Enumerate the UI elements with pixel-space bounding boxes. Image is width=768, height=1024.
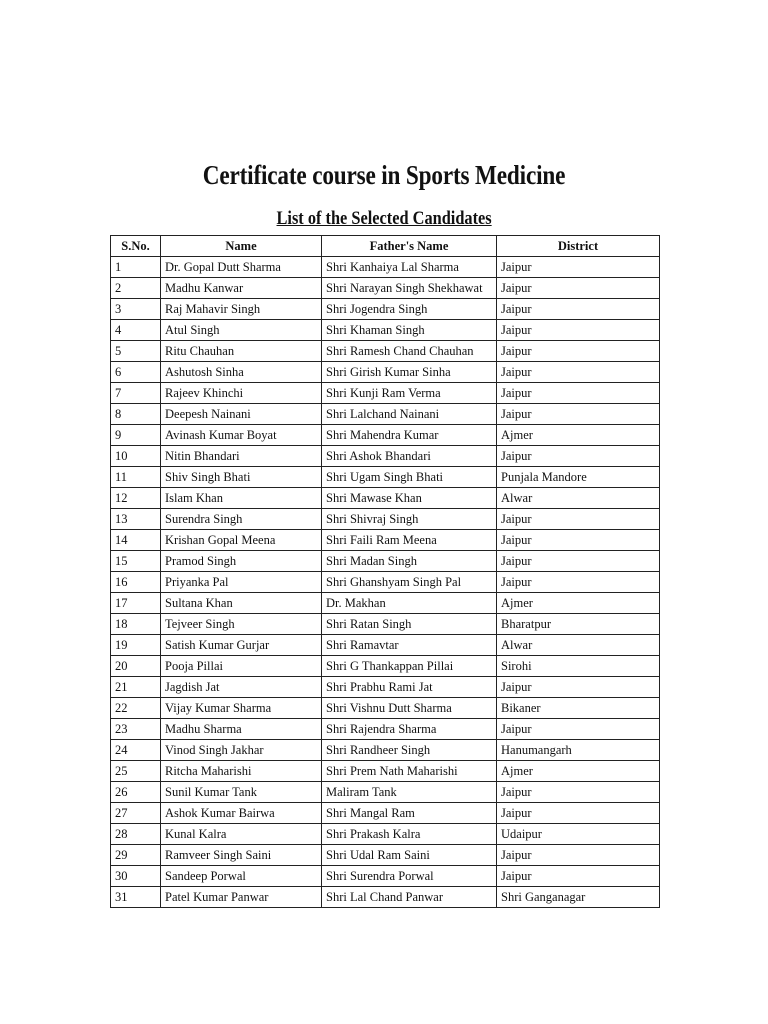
cell-name: Vijay Kumar Sharma <box>161 698 322 719</box>
table-row <box>111 824 660 845</box>
cell-fathers-name: Shri Udal Ram Saini <box>322 845 497 866</box>
cell-name: Madhu Kanwar <box>161 278 322 299</box>
header-district: District <box>497 236 660 257</box>
header-fathers-name: Father's Name <box>322 236 497 257</box>
table-row <box>111 572 660 593</box>
cell-district: Sirohi <box>497 656 660 677</box>
table-body <box>111 257 660 908</box>
table-row <box>111 698 660 719</box>
cell-name: Pooja Pillai <box>161 656 322 677</box>
cell-sno: 23 <box>111 719 161 740</box>
cell-sno: 17 <box>111 593 161 614</box>
table-row <box>111 362 660 383</box>
cell-sno: 2 <box>111 278 161 299</box>
cell-sno: 6 <box>111 362 161 383</box>
cell-fathers-name: Shri Ugam Singh Bhati <box>322 467 497 488</box>
cell-fathers-name: Shri Kanhaiya Lal Sharma <box>322 257 497 278</box>
table-row <box>111 740 660 761</box>
cell-fathers-name: Shri Lalchand Nainani <box>322 404 497 425</box>
cell-sno: 8 <box>111 404 161 425</box>
cell-fathers-name: Shri Randheer Singh <box>322 740 497 761</box>
cell-district: Jaipur <box>497 509 660 530</box>
cell-district: Jaipur <box>497 404 660 425</box>
cell-name: Kunal Kalra <box>161 824 322 845</box>
table-row <box>111 530 660 551</box>
cell-name: Ritu Chauhan <box>161 341 322 362</box>
cell-district: Alwar <box>497 635 660 656</box>
cell-district: Jaipur <box>497 299 660 320</box>
cell-district: Udaipur <box>497 824 660 845</box>
cell-fathers-name: Shri Prem Nath Maharishi <box>322 761 497 782</box>
cell-sno: 20 <box>111 656 161 677</box>
cell-fathers-name: Shri Ramavtar <box>322 635 497 656</box>
cell-name: Priyanka Pal <box>161 572 322 593</box>
table-row <box>111 845 660 866</box>
cell-fathers-name: Shri Mangal Ram <box>322 803 497 824</box>
cell-fathers-name: Shri Ratan Singh <box>322 614 497 635</box>
cell-sno: 10 <box>111 446 161 467</box>
cell-district: Jaipur <box>497 257 660 278</box>
table-row <box>111 404 660 425</box>
cell-sno: 12 <box>111 488 161 509</box>
cell-sno: 25 <box>111 761 161 782</box>
cell-name: Nitin Bhandari <box>161 446 322 467</box>
cell-district: Jaipur <box>497 446 660 467</box>
table-row <box>111 761 660 782</box>
cell-fathers-name: Shri Prabhu Rami Jat <box>322 677 497 698</box>
table-row <box>111 551 660 572</box>
cell-fathers-name: Shri Ghanshyam Singh Pal <box>322 572 497 593</box>
cell-sno: 22 <box>111 698 161 719</box>
cell-fathers-name: Shri Khaman Singh <box>322 320 497 341</box>
cell-name: Patel Kumar Panwar <box>161 887 322 908</box>
cell-district: Jaipur <box>497 719 660 740</box>
cell-name: Sunil Kumar Tank <box>161 782 322 803</box>
cell-sno: 29 <box>111 845 161 866</box>
cell-district: Bharatpur <box>497 614 660 635</box>
cell-district: Jaipur <box>497 530 660 551</box>
table-header-row <box>111 236 660 257</box>
table-row <box>111 635 660 656</box>
table-row <box>111 509 660 530</box>
cell-sno: 11 <box>111 467 161 488</box>
cell-sno: 1 <box>111 257 161 278</box>
cell-fathers-name: Shri Surendra Porwal <box>322 866 497 887</box>
cell-sno: 30 <box>111 866 161 887</box>
cell-name: Madhu Sharma <box>161 719 322 740</box>
cell-district: Jaipur <box>497 677 660 698</box>
cell-sno: 16 <box>111 572 161 593</box>
header-sno: S.No. <box>111 236 161 257</box>
cell-district: Jaipur <box>497 362 660 383</box>
table-row <box>111 887 660 908</box>
table-row <box>111 257 660 278</box>
cell-sno: 13 <box>111 509 161 530</box>
cell-sno: 3 <box>111 299 161 320</box>
cell-sno: 26 <box>111 782 161 803</box>
cell-name: Atul Singh <box>161 320 322 341</box>
table-row <box>111 299 660 320</box>
table-row <box>111 278 660 299</box>
cell-name: Islam Khan <box>161 488 322 509</box>
cell-fathers-name: Dr. Makhan <box>322 593 497 614</box>
cell-fathers-name: Shri Lal Chand Panwar <box>322 887 497 908</box>
table-row <box>111 488 660 509</box>
cell-fathers-name: Shri Mawase Khan <box>322 488 497 509</box>
cell-name: Krishan Gopal Meena <box>161 530 322 551</box>
table-row <box>111 446 660 467</box>
cell-fathers-name: Shri Faili Ram Meena <box>322 530 497 551</box>
cell-name: Shiv Singh Bhati <box>161 467 322 488</box>
cell-sno: 4 <box>111 320 161 341</box>
cell-district: Ajmer <box>497 593 660 614</box>
document-subtitle <box>0 208 768 230</box>
cell-fathers-name: Shri Shivraj Singh <box>322 509 497 530</box>
cell-district: Jaipur <box>497 572 660 593</box>
cell-fathers-name: Shri Kunji Ram Verma <box>322 383 497 404</box>
cell-fathers-name: Shri Prakash Kalra <box>322 824 497 845</box>
cell-sno: 27 <box>111 803 161 824</box>
cell-fathers-name: Maliram Tank <box>322 782 497 803</box>
cell-district: Ajmer <box>497 425 660 446</box>
cell-name: Tejveer Singh <box>161 614 322 635</box>
cell-name: Ashok Kumar Bairwa <box>161 803 322 824</box>
cell-district: Jaipur <box>497 782 660 803</box>
cell-district: Bikaner <box>497 698 660 719</box>
table-row <box>111 467 660 488</box>
cell-sno: 5 <box>111 341 161 362</box>
cell-fathers-name: Shri Jogendra Singh <box>322 299 497 320</box>
cell-sno: 21 <box>111 677 161 698</box>
cell-fathers-name: Shri Mahendra Kumar <box>322 425 497 446</box>
cell-fathers-name: Shri Girish Kumar Sinha <box>322 362 497 383</box>
cell-name: Pramod Singh <box>161 551 322 572</box>
cell-district: Jaipur <box>497 320 660 341</box>
table-row <box>111 803 660 824</box>
table-row <box>111 341 660 362</box>
cell-name: Dr. Gopal Dutt Sharma <box>161 257 322 278</box>
cell-name: Rajeev Khinchi <box>161 383 322 404</box>
table-row <box>111 866 660 887</box>
cell-district: Jaipur <box>497 551 660 572</box>
table-row <box>111 719 660 740</box>
cell-sno: 24 <box>111 740 161 761</box>
cell-district: Punjala Mandore <box>497 467 660 488</box>
cell-name: Vinod Singh Jakhar <box>161 740 322 761</box>
document-title: Certificate course in Sports Medicine <box>202 160 566 190</box>
table-row <box>111 320 660 341</box>
cell-district: Hanumangarh <box>497 740 660 761</box>
cell-fathers-name: Shri Madan Singh <box>322 551 497 572</box>
cell-name: Avinash Kumar Boyat <box>161 425 322 446</box>
cell-district: Jaipur <box>497 278 660 299</box>
cell-fathers-name: Shri Ramesh Chand Chauhan <box>322 341 497 362</box>
cell-name: Surendra Singh <box>161 509 322 530</box>
table-row <box>111 425 660 446</box>
cell-name: Satish Kumar Gurjar <box>161 635 322 656</box>
cell-district: Ajmer <box>497 761 660 782</box>
cell-fathers-name: Shri Vishnu Dutt Sharma <box>322 698 497 719</box>
cell-name: Sultana Khan <box>161 593 322 614</box>
subtitle-text: List of the Selected Candidates <box>276 208 492 229</box>
cell-district: Jaipur <box>497 383 660 404</box>
cell-name: Ashutosh Sinha <box>161 362 322 383</box>
table-row <box>111 677 660 698</box>
cell-sno: 31 <box>111 887 161 908</box>
cell-fathers-name: Shri Narayan Singh Shekhawat <box>322 278 497 299</box>
header-name: Name <box>161 236 322 257</box>
cell-sno: 28 <box>111 824 161 845</box>
table-row <box>111 593 660 614</box>
table-row <box>111 782 660 803</box>
table-row <box>111 383 660 404</box>
cell-name: Ramveer Singh Saini <box>161 845 322 866</box>
cell-sno: 7 <box>111 383 161 404</box>
cell-name: Ritcha Maharishi <box>161 761 322 782</box>
cell-sno: 15 <box>111 551 161 572</box>
cell-fathers-name: Shri Rajendra Sharma <box>322 719 497 740</box>
cell-sno: 18 <box>111 614 161 635</box>
candidates-table <box>110 235 660 908</box>
cell-name: Jagdish Jat <box>161 677 322 698</box>
cell-fathers-name: Shri G Thankappan Pillai <box>322 656 497 677</box>
cell-district: Jaipur <box>497 866 660 887</box>
cell-sno: 14 <box>111 530 161 551</box>
cell-district: Jaipur <box>497 341 660 362</box>
cell-district: Shri Ganganagar <box>497 887 660 908</box>
cell-district: Jaipur <box>497 803 660 824</box>
cell-name: Sandeep Porwal <box>161 866 322 887</box>
table-row <box>111 614 660 635</box>
cell-fathers-name: Shri Ashok Bhandari <box>322 446 497 467</box>
cell-name: Raj Mahavir Singh <box>161 299 322 320</box>
cell-district: Jaipur <box>497 845 660 866</box>
cell-sno: 19 <box>111 635 161 656</box>
cell-district: Alwar <box>497 488 660 509</box>
cell-sno: 9 <box>111 425 161 446</box>
table-row <box>111 656 660 677</box>
cell-name: Deepesh Nainani <box>161 404 322 425</box>
